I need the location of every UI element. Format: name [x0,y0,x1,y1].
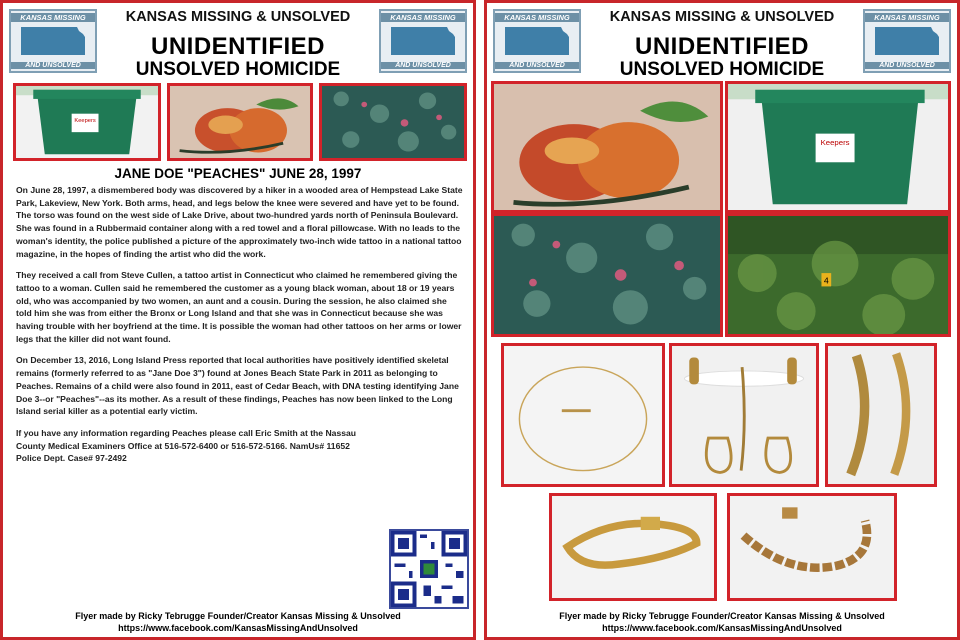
flyer-title: UNIDENTIFIED [151,33,325,60]
tattoo-photo [491,81,723,213]
footer-url[interactable]: https://www.facebook.com/KansasMissingAndUnsolved [118,623,358,633]
org-name: KANSAS MISSING & UNSOLVED [609,9,835,25]
kansas-logo: KANSAS MISSING AND UNSOLVED [863,9,951,73]
flyer-left [0,0,476,640]
gold-bracelet-photo [549,493,717,601]
container-photo [13,83,161,161]
flyer-header [491,7,953,79]
kansas-logo: KANSAS MISSING AND UNSOLVED [9,9,97,73]
crime-scene-photo [725,213,951,337]
qr-code-icon [391,531,467,607]
case-paragraph: On June 28, 1997, a dismembered body was discovered by a hiker in a wooded area of Hempstead Lake State Park, Lakeview, New York. Both arms, head, and legs below the knee were severed and have yet to be found. The torso was found on the west side of Lake Drive, about two-hundred yards north of Peninsula Boulevard. She was found in a Rubbermaid container along with a red towel and a floral pillowcase. With no leads to the woman's identity, the police published a picture of the approximately two-inch wide tattoo in a national tattoo magazine, in the hopes of finding the artist who did the work. [16,185,463,259]
contact-paragraph: If you have any information regarding Peaches please call Eric Smith at the Nassau County Medical Examiners Office at 516-572-6400 or 516-572-5166. NamUs# 11652 Police Dept. Case# 97-2492 [16,427,357,464]
case-paragraph: They received a call from Steve Cullen, a tattoo artist in Connecticut who claimed he remembered giving the tattoo to a woman. Cullen said he remembered the customer as a young black woman, about 18 or 19 years old, who was accompanied by two women, an aunt and a cousin. During the session, he also claimed she told him she was from either the Bronx or Long Island and that she was in Connecticut because she was having trouble with her boyfriend at the time. It is possible the woman had other tattoos on her arms or lower legs that the killer did not want found. [16,270,462,344]
footer-credit: Flyer made by Ricky Tebrugge Founder/Creator Kansas Missing & Unsolved [559,611,885,621]
flyer-footer [487,610,957,634]
kansas-map-icon [873,25,941,57]
flyer-subtitle: UNSOLVED HOMICIDE [135,59,341,80]
case-title: JANE DOE "PEACHES" JUNE 28, 1997 [114,166,362,181]
footer-credit: Flyer made by Ricky Tebrugge Founder/Creator Kansas Missing & Unsolved [75,611,401,621]
evidence-marker: 4 [823,275,829,286]
page-divider [476,0,484,640]
necklace-photo [501,343,665,487]
container-label: Keepers [74,118,96,124]
flyer-title: UNIDENTIFIED [635,33,809,60]
bracelet-photo [825,343,937,487]
earrings-photo [669,343,819,487]
kansas-logo: KANSAS MISSING AND UNSOLVED [493,9,581,73]
case-paragraph: On December 13, 2016, Long Island Press reported that local authorities have positively identified skeletal remains (formerly referred to as "Jane Doe 3") found at Jones Beach State Park in 2011 as belonging to Peaches. Remains of a child were also found in 2011, east of Cedar Beach, with DNA testing identifying Jane Doe 3--or "Peaches"--as its mother. As a result of these findings, Peaches has now been linked to the Long Island serial killer as a potential early victim. [16,355,459,417]
case-description [16,184,463,474]
container-photo [725,81,951,213]
flyer-subtitle: UNSOLVED HOMICIDE [619,59,825,80]
tattoo-photo [167,83,313,161]
flyer-header [7,7,469,79]
flyer-right [484,0,960,640]
link-bracelet-photo [727,493,897,601]
org-name: KANSAS MISSING & UNSOLVED [125,9,351,25]
pillowcase-photo [491,213,723,337]
pillowcase-photo [319,83,467,161]
flyer-footer [3,610,473,634]
qr-code[interactable] [389,529,469,609]
kansas-logo: KANSAS MISSING AND UNSOLVED [379,9,467,73]
container-label: Keepers [820,138,850,148]
kansas-map-icon [389,25,457,57]
footer-url[interactable]: https://www.facebook.com/KansasMissingAndUnsolved [602,623,842,633]
